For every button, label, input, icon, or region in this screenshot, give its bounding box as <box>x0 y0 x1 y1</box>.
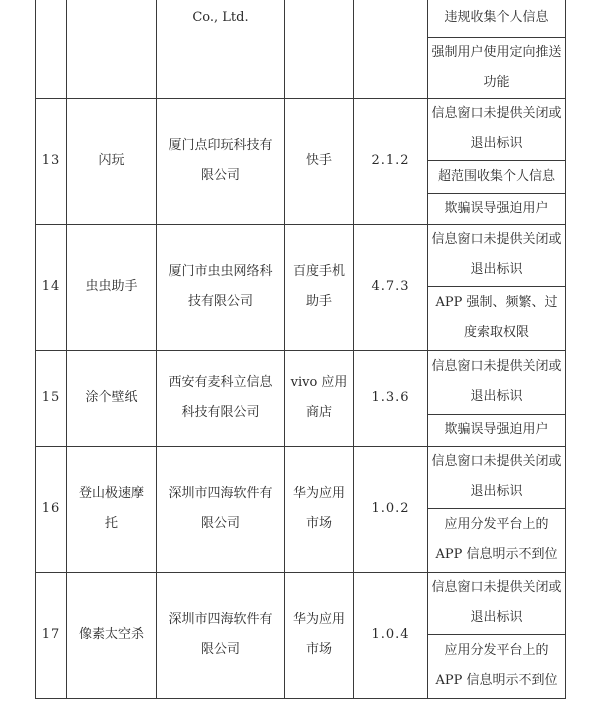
cell-version: 1.3.6 <box>354 350 428 446</box>
cell-app-name <box>67 446 157 572</box>
app-name-line: 托 <box>104 516 118 531</box>
table-row <box>36 98 566 160</box>
cell-version: 2.1.2 <box>354 98 428 224</box>
table-row <box>36 446 566 508</box>
cell-company <box>157 446 285 572</box>
cell-issue: 信息窗口未提供关闭或退出标识 <box>428 224 566 286</box>
store-name-line: 百度手机 <box>292 264 345 279</box>
store-name-line: 市场 <box>305 516 332 531</box>
table-row <box>36 224 566 286</box>
cell-issue: 超范围收集个人信息 <box>428 160 566 193</box>
store-name-line: 助手 <box>305 294 332 309</box>
table-row <box>36 350 566 414</box>
cell-issue: 违规收集个人信息 <box>428 0 566 37</box>
cell-store <box>285 224 354 350</box>
company-name-line: 限公司 <box>200 516 240 531</box>
app-violation-table <box>35 0 566 699</box>
cell-version: 1.0.2 <box>354 446 428 572</box>
cell-issue: APP 强制、频繁、过度索取权限 <box>428 286 566 350</box>
company-name-line: 厦门点印玩科技有 <box>168 138 273 153</box>
cell-issue: 信息窗口未提供关闭或退出标识 <box>428 446 566 508</box>
company-name-line: 西安有麦科立信息 <box>168 375 273 390</box>
cell-store <box>285 572 354 698</box>
cell-app-name: 像素太空杀 <box>67 572 157 698</box>
cell-no: 15 <box>36 350 67 446</box>
cell-company <box>157 0 285 98</box>
store-name-line: 华为应用 <box>292 486 345 501</box>
cell-version <box>354 0 428 98</box>
cell-issue: 欺骗误导强迫用户 <box>428 193 566 224</box>
cell-version: 4.7.3 <box>354 224 428 350</box>
cell-store <box>285 350 354 446</box>
cell-no: 16 <box>36 446 67 572</box>
app-name-line: 登山极速摩 <box>78 486 144 501</box>
cell-store: 快手 <box>285 98 354 224</box>
cell-issue: 应用分发平台上的 APP 信息明示不到位 <box>428 634 566 698</box>
store-name-line: 市场 <box>305 642 332 657</box>
cell-company <box>157 572 285 698</box>
company-name-line: 深圳市四海软件有 <box>168 612 273 627</box>
company-name-line: 深圳市四海软件有 <box>168 486 273 501</box>
cell-company <box>157 224 285 350</box>
cell-app-name: 虫虫助手 <box>67 224 157 350</box>
cell-issue: 信息窗口未提供关闭或退出标识 <box>428 350 566 414</box>
cell-issue: 信息窗口未提供关闭或退出标识 <box>428 98 566 160</box>
cell-issue: 应用分发平台上的 APP 信息明示不到位 <box>428 508 566 572</box>
store-name-line: vivo 应用 <box>290 375 348 390</box>
cell-version: 1.0.4 <box>354 572 428 698</box>
company-name-line: 限公司 <box>200 168 240 183</box>
cell-app-name: 闪玩 <box>67 98 157 224</box>
company-name-line: Co., Ltd. <box>192 10 249 25</box>
store-name-line: 华为应用 <box>292 612 345 627</box>
cell-no <box>36 0 67 98</box>
cell-app-name: 涂个壁纸 <box>67 350 157 446</box>
cell-company <box>157 350 285 446</box>
company-name-line: 技有限公司 <box>187 294 253 309</box>
table-row <box>36 572 566 634</box>
cell-app-name <box>67 0 157 98</box>
company-name-line: 科技有限公司 <box>181 405 260 420</box>
cell-store <box>285 0 354 98</box>
cell-store <box>285 446 354 572</box>
table-row-partial <box>36 0 566 37</box>
cell-no: 13 <box>36 98 67 224</box>
cell-issue: 欺骗误导强迫用户 <box>428 414 566 446</box>
company-name-line: 限公司 <box>200 642 240 657</box>
cell-no: 14 <box>36 224 67 350</box>
company-name-line: 厦门市虫虫网络科 <box>168 264 273 279</box>
cell-issue: 信息窗口未提供关闭或退出标识 <box>428 572 566 634</box>
cell-no: 17 <box>36 572 67 698</box>
cell-company <box>157 98 285 224</box>
cell-issue: 强制用户使用定向推送功能 <box>428 37 566 98</box>
store-name-line: 商店 <box>305 405 332 420</box>
